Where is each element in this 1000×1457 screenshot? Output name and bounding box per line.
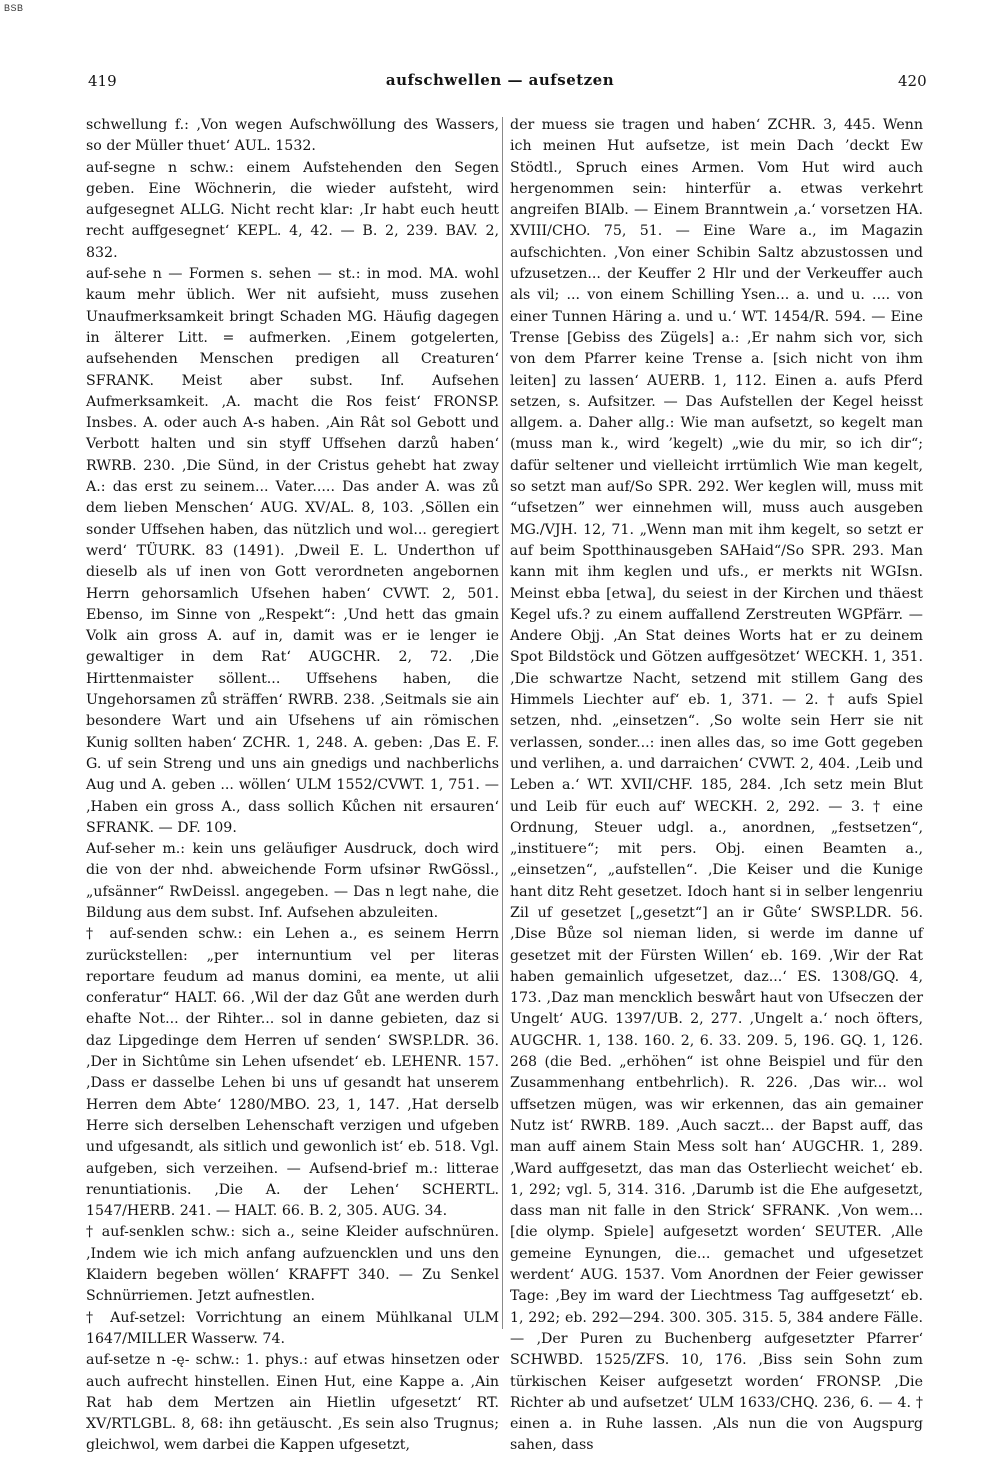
entry-paragraph: † Auf-setzel: Vorrichtung an einem Mühlkanal ULM 1647/MILLER Wasserw. 74. [86,1309,499,1347]
column-divider [502,117,503,1329]
page-number-right: 420 [898,72,927,90]
entry-paragraph: der muess sie tragen und haben‘ ZCHR. 3, 445. Wenn ich meinen Hut aufsetze, ist mein Dach ’deckt Ew Stödtl., Spruch eines Armen. Vom Hut wird auch hergenommen sein: hinterfür a. etwas verkehrt angreifen BIAlb. — Einem Branntwein ‚a.‘ vorsetzen HA. XVIII/CHO. 75, 51. — Eine Ware a., im Magazin aufschichten. ‚Von einer Schibin Saltz abzustossen und ufzusetzen... der Keuffer 2 Hlr und der Verkeuffer auch als vil; ... von einem Schilling Ysen... a. und u. .... von einer Tunnen Häring a. und u.‘ WT. 1454/R. 594. — Eine Trense [Gebiss des Zügels] a.: ‚Er nahm sich vor, sich von dem Pfarrer keine Trense a. [sich nicht von ihm leiten] zu lassen‘ AUERB. 1, 112. Einen a. aufs Pferd setzen, s. Aufsitzer. — Das Aufstellen der Kegel heisst allgem. a. Daher allg.: Wie man aufsetzt, so kegelt man (muss man k., wird ’kegelt) „wie du mir, so ich dir“; dafür seltener und vielleicht irrtümlich Wie man kegelt, so setzt man auf/So SPR. 292. Wer keglen will, muss mit “ufsetzen” wer einnehmen will, muss auch ausgeben MG./VJH. 12, 71. „Wenn man mit ihm kegelt, so setzt er auf beim Spotthinausgeben SAHaid“/So SPR. 293. Man kann mit ihm keglen und ufs., er merkts nit WGIsn. Meinst ebba [etwa], du seiest in der Kirchen und thäest Kegel ufs.? zu einem auffallend Zerstreuten WGPfärr. — Andere Objj. ‚An Stat deines Worts hat er zu deinem Spot Bildstöck und Götzen auffgesötzet‘ WECKH. 1, 351. ‚Die schwartze Nacht, setzend mit stillem Gang des Himmels Liechter auf‘ eb. 1, 371. — 2. † aufs Spiel setzen, nhd. „einsetzen“. ‚So wolte sein Herr sie nit verlassen, sonder...: inen alles das, so ime Gott gegeben und verlihen, a. und darraichen‘ CVWT. 2, 404. ‚Leib und Leben a.‘ WT. XVII/CHF. 185, 284. ‚Ich setz mein Blut und Leib für euch auf‘ WECKH. 2, 292. — 3. † eine Ordnung, Steuer udgl. a., anordnen, „festsetzen“, „instituere“; mit pers. Obj. einen Beamten a., „einsetzen“, „aufstellen“. ‚Die Keiser und die Kunige hant ditz Reht gesetzet. Idoch hant si in selber lengenriu Zil uf gesetzet [„gesetzt“] an ir Gůte‘ SWSP.LDR. 56. ‚Dise Bůze sol nieman liden, si werde im danne uf gesetzet mit der Fürsten Willen‘ eb. 169. ‚Wir der Rat haben gemainlich ufgesetzet, daz...‘ ES. 1308/GQ. 4, 173. ‚Daz man mencklich beswårt haut von Ufseczen der Ungelt‘ AUG. 1397/UB. 2, 277. ‚Ungelt a.‘ noch öfters, AUGCHR. 1, 138. 160. 2, 6. 33. 209. 5, 196. GQ. 1, 126. 268 (die Bed. „erhöhen“ ist ohne Beispiel und für den Zusammenhang entbehrlich). R. 226. ‚Das wir... wol uffsetzen mügen, was wir erkennen, das ain gemainer Nutz ist‘ RWRB. 189. ‚Auch saczt... der Bapst auff, das man auff ainem Stain Mess solt han‘ AUGCHR. 1, 289. ‚Ward auffgesetzt, das man das Osterliecht weichet‘ eb. 1, 292; vgl. 5, 314. 316. ‚Darumb ist die Ehe aufgesetzt, dass man nit falle in den Strick‘ SFRANK. ‚Von wem... [die olymp. Spiele] aufgesetzt worden‘ SEUTER. ‚Alle gemeine Eynungen, die... gemachet und ufgesetzet werdent‘ AUG. 1537. Vom Anordnen der Feier gewisser Tage: ‚Bey im ward der Liechtmess Tag auffgesetzt‘ eb. 1, 292; eb. 292—294. 300. 305. 315. 5, 384 andere Fälle. — ‚Der Puren zu Buchenberg aufgesetzter Pfarrer‘ SCHWBD. 1525/ZFS. 10, 176. ‚Biss sein Sohn zum türkischen Keiser aufgesetzt worden‘ FRONSP. ‚Die Richter ab und aufsetzet‘ ULM 1633/CHQ. 236, 6. — 4. † einen a. in Ruhe lassen. ‚Als nun die von Augspurg sahen, dass [510,117,923,1454]
entry-paragraph: Auf-seher m.: kein uns geläufiger Ausdruck, doch wird die von der nhd. abweichende Form ufsinər RwGössl., „ufsänner“ RwDeissl. angegeben. — Das n legt nahe, die Bildung aus dem subst. Inf. Aufsehen abzuleiten. [86,841,499,921]
entry-paragraph: auf-setze n -ę- schw.: 1. phys.: auf etwas hinsetzen oder auch aufrecht hinstellen. Einen Hut, eine Kappe a. ‚Ain Rat hab dem Mertzen ain Hietlin ufgesetzt‘ RT. XV/RTLGBL. 8, 68: ihn getäuscht. ‚Es sein also Trugnus; gleichwol, wem darbei die Kappen ufgesetzt, [86,1352,499,1454]
running-head: aufschwellen — aufsetzen [385,71,615,89]
entry-paragraph: schwellung f.: ‚Von wegen Aufschwöllung des Wassers, so der Müller thuet‘ AUL. 1532. [86,117,499,155]
entry-paragraph: auf-sehe n — Formen s. sehen — st.: in mod. MA. wohl kaum mehr üblich. Wer nit aufsieht, muss zusehen Unaufmerksamkeit bringt Schaden MG. Häufig dagegen in älterer Litt. = aufmerken. ‚Einem gotgelerten, aufsehenden Menschen predigen all Creaturen‘ SFRANK. Meist aber subst. Inf. Aufsehen Aufmerksamkeit. ‚A. macht die Ros feist‘ FRONSP. Insbes. A. oder auch A-s haben. ‚Ain Rât sol Gebott und Verbott halten und sin styff Uffsehen darzů haben‘ RWRB. 230. ‚Die Sünd, in der Cristus gehebt hat zway A.: das erst zu seinem... Vater..... Das ander A. was zů dem lieben Menschen‘ AUG. XV/AL. 8, 103. ‚Söllen ein sonder Uffsehen haben, das nützlich und wol... geregiert werd‘ TÜURK. 83 (1491). ‚Dweil E. L. Underthon uf dieselb als uf inen von Gott verordneten angebornen Herrn gehorsamlich Ufsehen haben‘ CVWT. 2, 501. Ebenso, im Sinne von „Respekt“: ‚Und hett das gmain Volk ain gross A. auf in, damit was er ie lenger ie gewaltiger in dem Rat‘ AUGCHR. 2, 72. ‚Die Hirttenmaister söllent... Uffsehens haben, die Ungehorsamen zů sträffen‘ RWRB. 238. ‚Seitmals sie ain besondere Wart und ain Ufsehens uf ain römischen Kunig sollten haben‘ ZCHR. 1, 248. A. geben: ‚Das E. F. G. uf sein Streng und uns ain gnedigs und nachberlichs Aug und A. geben ... wöllen‘ ULM 1552/CVWT. 1, 751. — ‚Haben ein gross A., dass sollich Kůchen nit ersauren‘ SFRANK. — DF. 109. [86,266,499,836]
entry-paragraph: auf-segne n schw.: einem Aufstehenden den Segen geben. Eine Wöchnerin, die wieder aufsteht, wird aufgesegnet ALLG. Nicht recht klar: ‚Ir habt euch heutt recht auffgesegnet‘ KEPL. 4, 42. — B. 2, 239. BAV. 2, 832. [86,159,499,261]
library-stamp: BSB [4,3,24,13]
column-right [510,115,923,1454]
entry-paragraph: † auf-senden schw.: ein Lehen a., es seinem Herrn zurückstellen: „per internuntium vel per literas reportare feudum ad manus domini, ea mente, ut alii conferatur“ HALT. 66. ‚Wil der daz Gůt ane werden durh ehafte Not... der Rihter... sol in danne gebieten, daz si daz Lipgedinge dem Herren uf senden‘ SWSP.LDR. 36. ‚Der in Sichtûme sin Lehen ufsendet‘ eb. LEHENR. 157. ‚Dass er dasselbe Lehen bi uns uf gesandt hat unserem Herren dem Abte‘ 1280/MBO. 23, 1, 147. ‚Hat derselb Herre sich derselben Lehenschaft verzigen und ufgeben und ufgesandt, als sitlich und gewonlich ist‘ eb. 518. Vgl. aufgeben, sich verzeihen. — Aufsend-brief m.: litterae renuntiationis. ‚Die A. der Lehen‘ SCHERTL. 1547/HERB. 241. — HALT. 66. B. 2, 305. AUG. 34. [86,926,499,1220]
page-number-left: 419 [88,72,117,90]
column-left [86,115,499,1454]
entry-paragraph: † auf-senklen schw.: sich a., seine Kleider aufschnüren. ‚Indem wie ich mich anfang aufzuencklen und uns den Klaidern begeben wöllen‘ KRAFFT 340. — Zu Senkel Schnürriemen. Jetzt aufnestlen. [86,1224,499,1305]
